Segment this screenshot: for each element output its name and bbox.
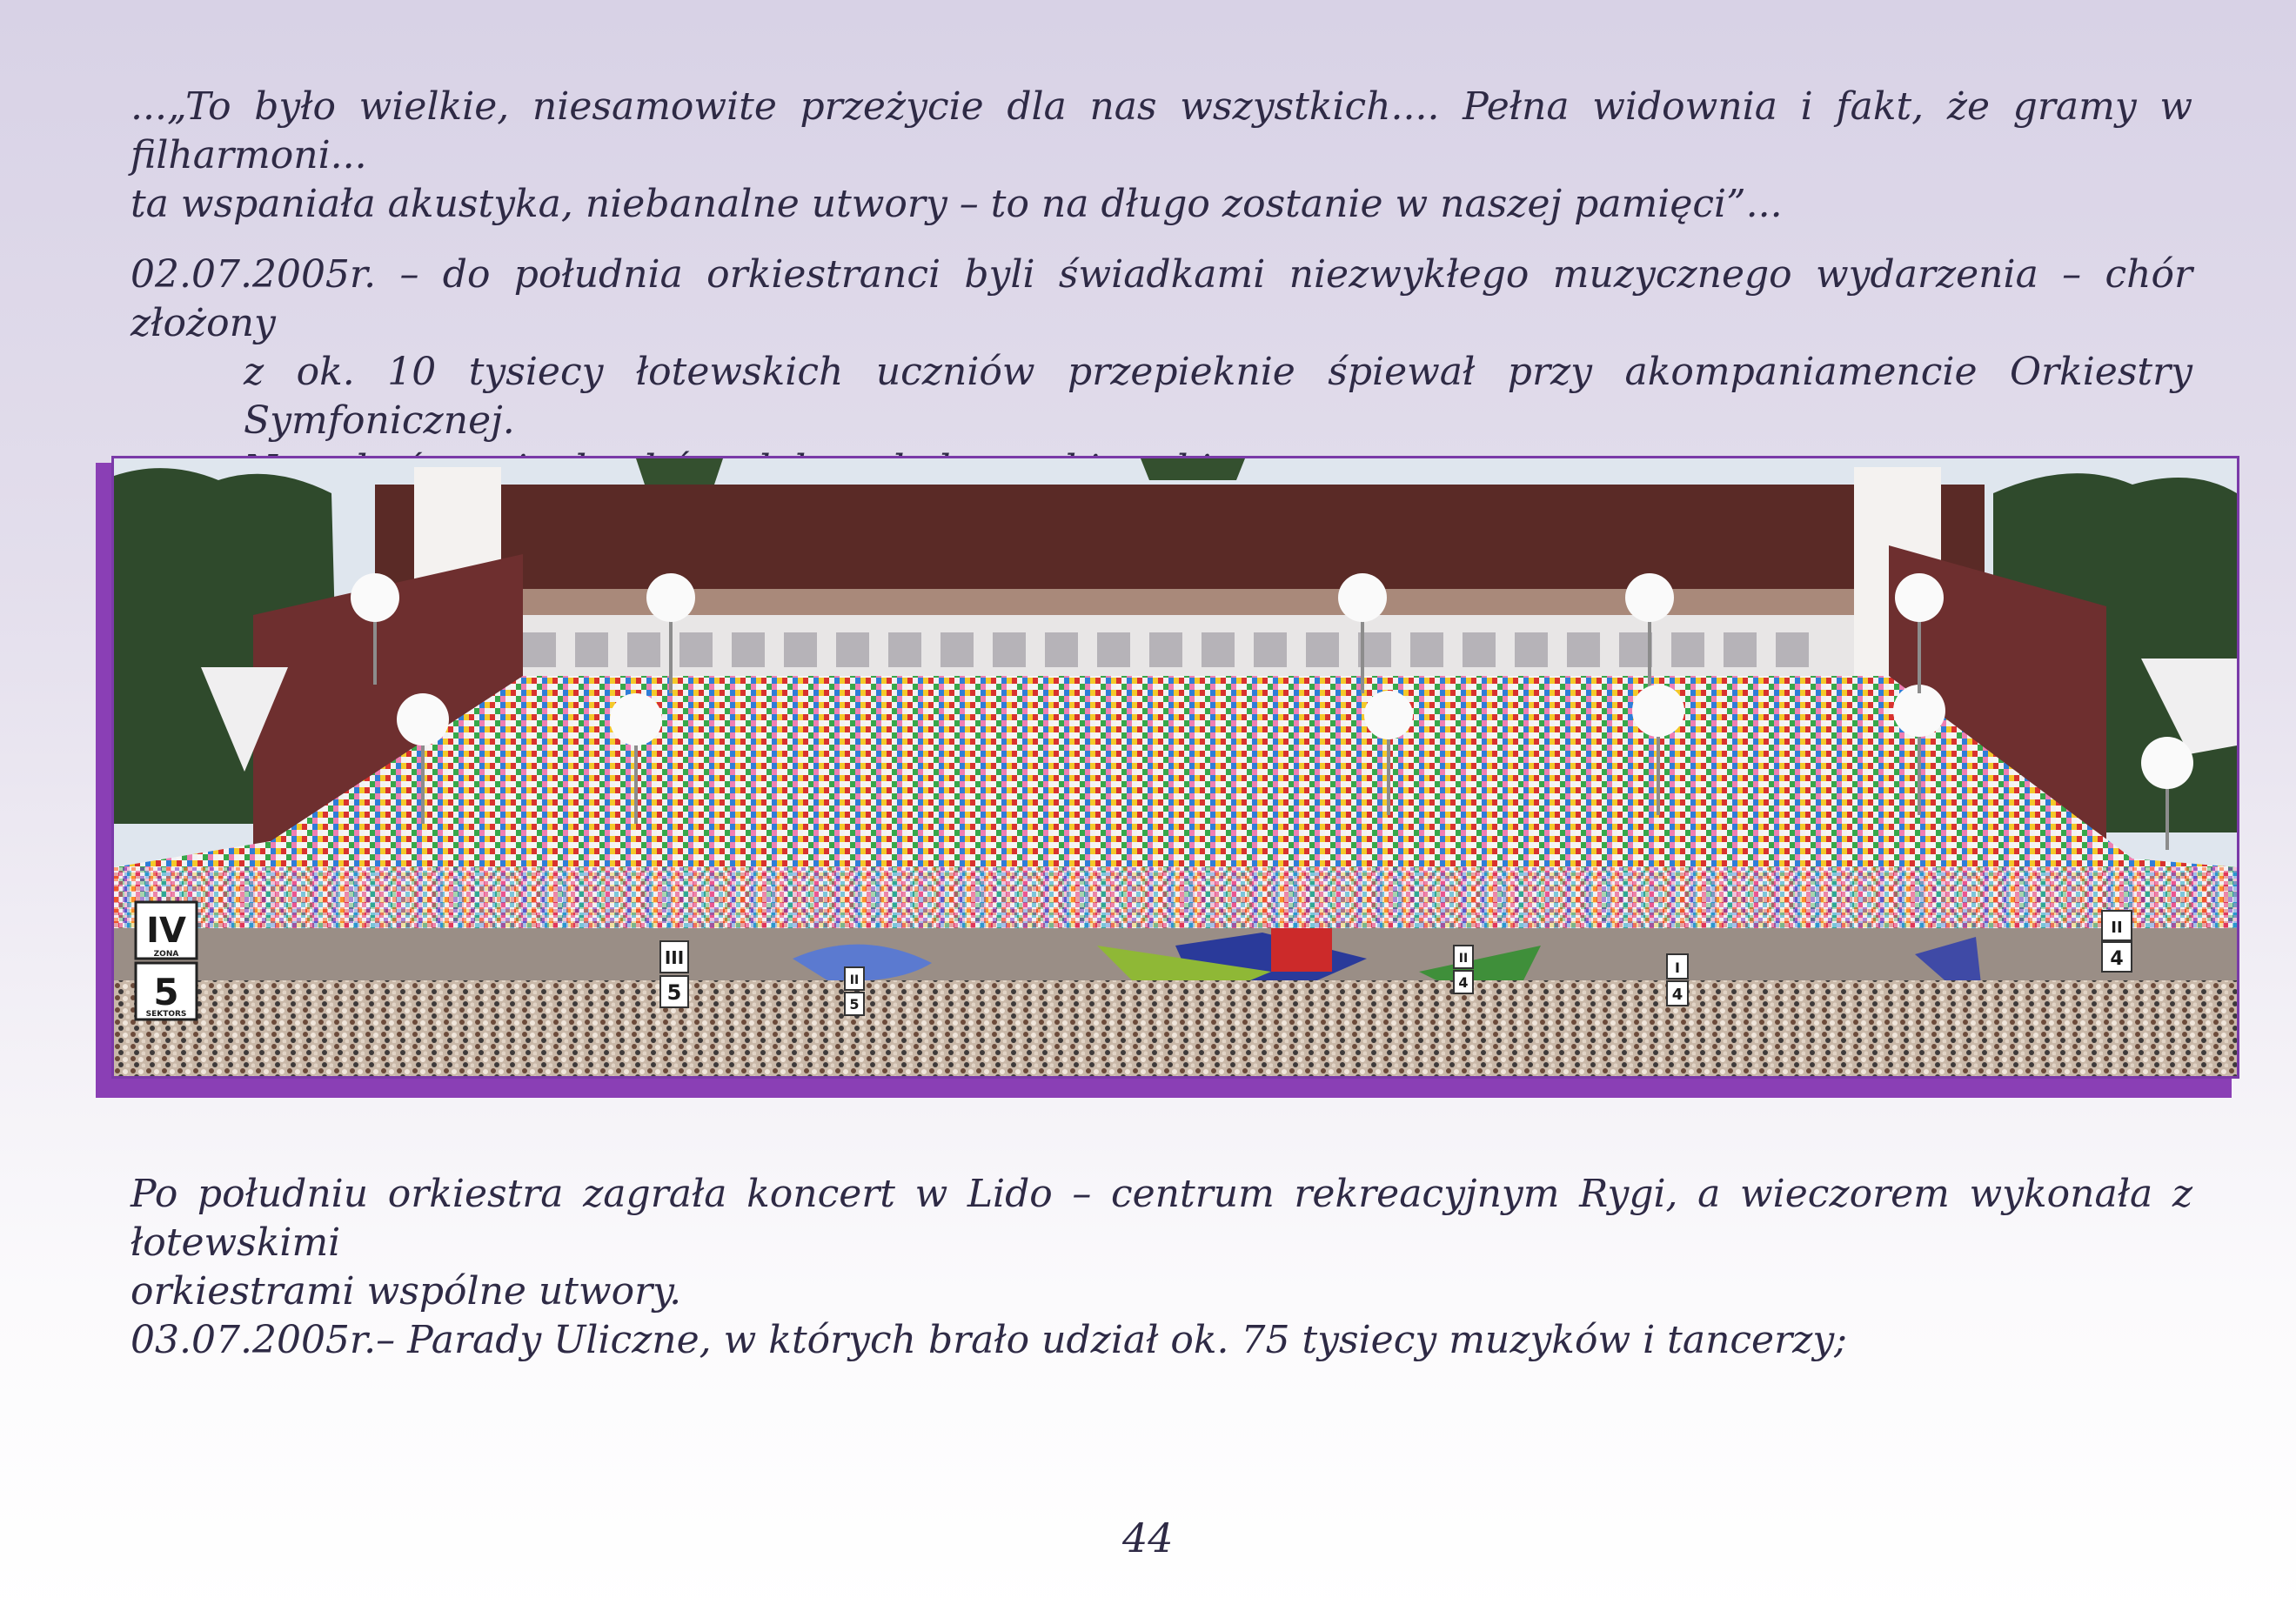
sign-right3-top: II — [2111, 919, 2123, 937]
quote-line-2: ta wspaniała akustyka, niebanalne utwory – to na długo zostanie w naszej pamięci”... — [131, 182, 1783, 226]
sign-zona: IV — [146, 911, 186, 951]
choir-festival-photo — [111, 456, 2239, 1079]
entry2-line-3: 03.07.2005r.– Parady Uliczne, w których brało udział ok. 75 tysiecy muzyków i tancerzy; — [131, 1318, 1847, 1362]
page-number: 44 — [1122, 1514, 1174, 1561]
sign-right1-top: II — [1458, 952, 1469, 966]
sign-sektors: 5 — [153, 971, 179, 1013]
sign-right2-bottom: 4 — [1671, 986, 1684, 1004]
sign-right1-bottom: 4 — [1458, 974, 1469, 991]
sign-mid1-bottom: 5 — [666, 980, 682, 1005]
sign-right2-top: I — [1675, 959, 1680, 976]
quote-line-1: ...„To było wielkie, niesamowite przeżycie dla nas wszystkich.... Pełna widownia i fakt, że gramy w filharmoni... — [131, 84, 2192, 177]
entry2-line-1: Po południu orkiestra zagrała koncert w Lido – centrum rekreacyjnym Rygi, a wieczorem wykonała z łotewskimi — [131, 1172, 2192, 1265]
sign-mid2-top: II — [849, 973, 860, 987]
sign-mid1-top: III — [664, 947, 685, 968]
entry1-line-2: z ok. 10 tysiecy łotewskich uczniów przepieknie śpiewał przy akompaniamencie Orkiestry Symfonicznej. — [244, 350, 2192, 443]
sign-sektors-caption: SEKTORS — [145, 1010, 187, 1019]
sign-zona-caption: ZONA — [153, 950, 179, 959]
entry-afternoon-and-2005-07-03 — [131, 1170, 2192, 1365]
entry1-line-1: 02.07.2005r. – do południa orkiestranci byli świadkami niezwykłego muzycznego wydarzenia – chór złożony — [131, 252, 2192, 345]
sign-right3-bottom: 4 — [2110, 948, 2124, 970]
entry2-line-2: orkiestrami wspólne utwory. — [131, 1269, 682, 1314]
quote-paragraph — [131, 83, 2192, 229]
sign-mid2-bottom: 5 — [849, 996, 860, 1013]
